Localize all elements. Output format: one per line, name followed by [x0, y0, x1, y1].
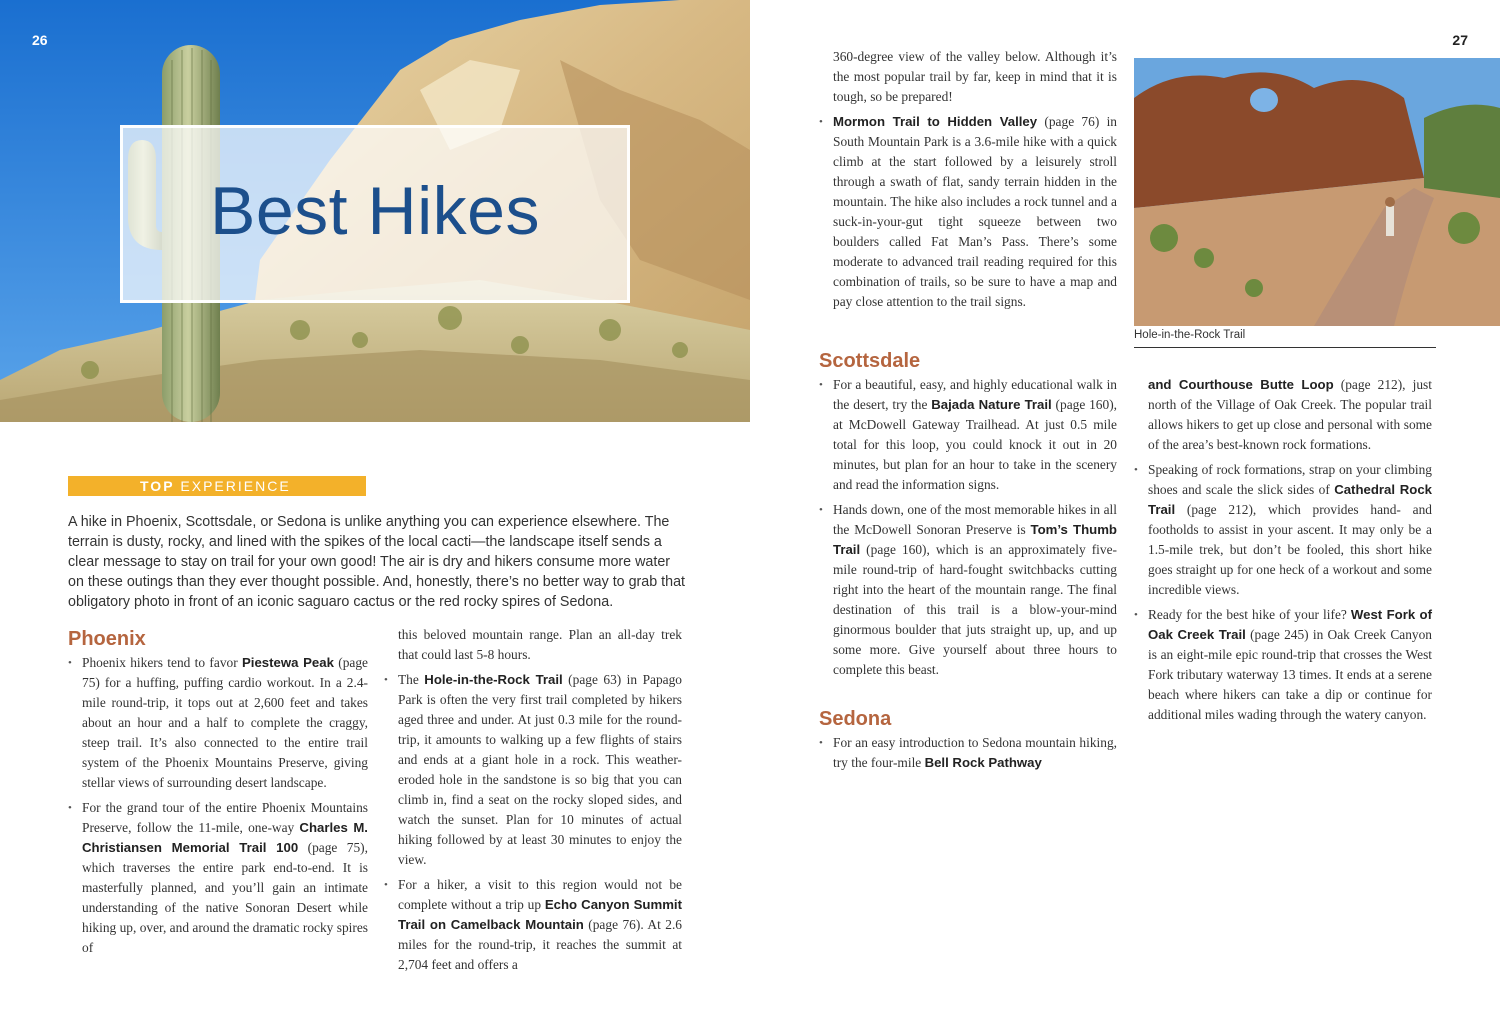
trail-name: Hole-in-the-Rock Trail: [424, 672, 563, 687]
title-box: [120, 125, 630, 303]
text: The: [398, 672, 425, 687]
text: (page 160), which is an approximately five-mile round-trip of hard-fought switchbacks cutting right into the heart of the mountain range. The final destination of this trail is a blow-your-mind ginormous boulder that juts straight up, up, and up some more. Give yourself about three hours to complete this beast.: [833, 542, 1117, 677]
trail-name: Mormon Trail to Hidden Valley: [833, 114, 1038, 129]
list-item-west-fork: [1134, 605, 1432, 725]
banner-label-rest: EXPERIENCE: [174, 478, 291, 494]
intro-paragraph: A hike in Phoenix, Scottsdale, or Sedona is unlike anything you can experience elsewhere. The terrain is dusty, rocky, and lined with the spikes of the local cacti—the landscape itself sends a clear message to stay on trail for your own good! The air is dry and hikers consume more water on these outings than they ever thought possible. And, honestly, there’s no better way to grab that obligatory photo in front of an iconic saguaro cactus or the red rocky spires of Sedona.: [68, 514, 686, 610]
trail-name: Bajada Nature Trail: [931, 397, 1052, 412]
text: For a hiker, a visit to this region would not be complete without a trip up: [398, 877, 682, 912]
text: (page 76) in South Mountain Park is a 3.6-mile hike with a quick climb at the start followed by a leisurely stroll through a swath of flat, sandy terrain hidden in the mountain. The hike also includes a rock tunnel and a suck-in-your-gut tight squeeze between two boulders called Fat Man’s Pass. There’s some moderate to advanced trail reading required for this combination of trails, so be sure to have a map and pay close attention to the trail signs.: [833, 114, 1117, 309]
trail-name: Echo Canyon Summit Trail on Camelback Mountain: [398, 897, 682, 932]
page-number-left: 26: [32, 32, 48, 48]
text: For the grand tour of the entire Phoenix Mountains Preserve, follow the 11-mile, one-way: [82, 800, 368, 835]
trail-name: Bell Rock Pathway: [924, 755, 1042, 770]
list-item-bell-rock: [819, 733, 1117, 773]
column-4: [1134, 375, 1432, 730]
text: (page 245) in Oak Creek Canyon is an eight-mile epic round-trip that crosses the West Fork tributary waterway 13 times. It ends at a serene beach where hikers can take a dip or continue for additional miles wading through the watery canyon.: [1148, 627, 1432, 722]
hole-in-the-rock-illustration: [1134, 58, 1500, 326]
photo-caption: Hole-in-the-Rock Trail: [1134, 329, 1436, 348]
text: Speaking of rock formations, strap on your climbing shoes and scale the slick sides of: [1148, 462, 1432, 497]
section-heading-phoenix: Phoenix: [68, 628, 146, 650]
list-item-continuation: 360-degree view of the valley below. Although it’s the most popular trail by far, keep in mind that it is tough, so be prepared!: [833, 49, 1117, 104]
trail-name: Piestewa Peak: [242, 655, 334, 670]
text: Hands down, one of the most memorable hikes in all the McDowell Sonoran Preserve is: [833, 502, 1117, 537]
text: Ready for the best hike of your life?: [1148, 607, 1351, 622]
trail-name: Cathedral Rock Trail: [1148, 482, 1432, 517]
column-3-bottom: [819, 375, 1117, 685]
list-item-bajada: [819, 375, 1117, 495]
text: For a beautiful, easy, and highly educational walk in the desert, try the: [833, 377, 1117, 412]
column-3-top: [819, 47, 1117, 317]
top-experience-banner: [68, 476, 366, 496]
section-heading-scottsdale: Scottsdale: [819, 350, 921, 372]
hero-photo: [0, 0, 750, 422]
text: (page 63) in Papago Park is often the very first trail completed by hikers aged three and under. At just 0.3 mile for the round-trip, it amounts to walking up a few flights of stairs and ends at a giant hole in a rock. This weather-eroded hole in the sandstone is so big that you can climb in, find a seat on the rocky sloped sides, and watch the sunset. Plan for 10 minutes of actual hiking followed by at least 30 minutes to enjoy the view.: [398, 672, 682, 867]
column-1: [68, 653, 368, 963]
list-item-piestewa: [68, 653, 368, 793]
trail-name: Tom’s Thumb Trail: [833, 522, 1117, 557]
text: (page 75) for a huffing, puffing cardio workout. In a 2.4-mile round-trip, it tops out at 2,600 feet and takes about an hour and a half to complete the craggy, steep trail. It’s also connected to the entire trail system of the Phoenix Mountains Preserve, giving stellar views of surrounding desert landscape.: [82, 655, 368, 790]
text: (page 212), which provides hand- and footholds to assist in your ascent. It may only be a 1.5-mile trek, but don’t be fooled, this short hike goes straight up for one heck of a workout and some incredible views.: [1148, 502, 1432, 597]
list-item-continuation: this beloved mountain range. Plan an all-day trek that could last 5-8 hours.: [398, 627, 682, 662]
list-item-mormon-trail: [819, 112, 1117, 312]
page-number-right: 27: [1452, 32, 1468, 48]
list-item-hole-in-the-rock: [384, 670, 682, 870]
list-item-cathedral-rock: [1134, 460, 1432, 600]
hole-in-the-rock-photo: [1134, 58, 1500, 326]
list-item-continuation: [1134, 375, 1432, 455]
text: For an easy introduction to Sedona mountain hiking, try the four-mile: [833, 735, 1117, 770]
page-title: Best Hikes: [210, 173, 540, 249]
list-item-echo-canyon: [384, 875, 682, 975]
column-3-sedona: [819, 733, 1117, 778]
trail-name: and Courthouse Butte Loop: [1148, 377, 1334, 392]
column-2: [384, 625, 682, 980]
banner-label-bold: TOP: [140, 478, 175, 494]
text: (page 75), which traverses the entire park end-to-end. It is masterfully planned, and you’ll gain an intimate understanding of the native Sonoran Desert while hiking up, over, and around the dramatic rocky spires of: [82, 840, 368, 955]
section-heading-sedona: Sedona: [819, 708, 892, 730]
text: (page 212), just north of the Village of Oak Creek. The popular trail allows hikers to get up close and personal with some of the area’s best-known rock formations.: [1148, 377, 1432, 452]
trail-name: West Fork of Oak Creek Trail: [1148, 607, 1433, 642]
text: Phoenix hikers tend to favor: [82, 655, 243, 670]
trail-name: Charles M. Christiansen Memorial Trail 100: [82, 820, 368, 855]
list-item-toms-thumb: [819, 500, 1117, 680]
text: (page 76). At 2.6 miles for the round-trip, it reaches the summit at 2,704 feet and offers a: [398, 917, 682, 972]
list-item-christiansen: [68, 798, 368, 958]
text: (page 160), at McDowell Gateway Trailhead. At just 0.5 mile total for this loop, you could knock it out in 20 minutes, but plan for an hour to take in the scenery and read the information signs.: [833, 397, 1118, 492]
